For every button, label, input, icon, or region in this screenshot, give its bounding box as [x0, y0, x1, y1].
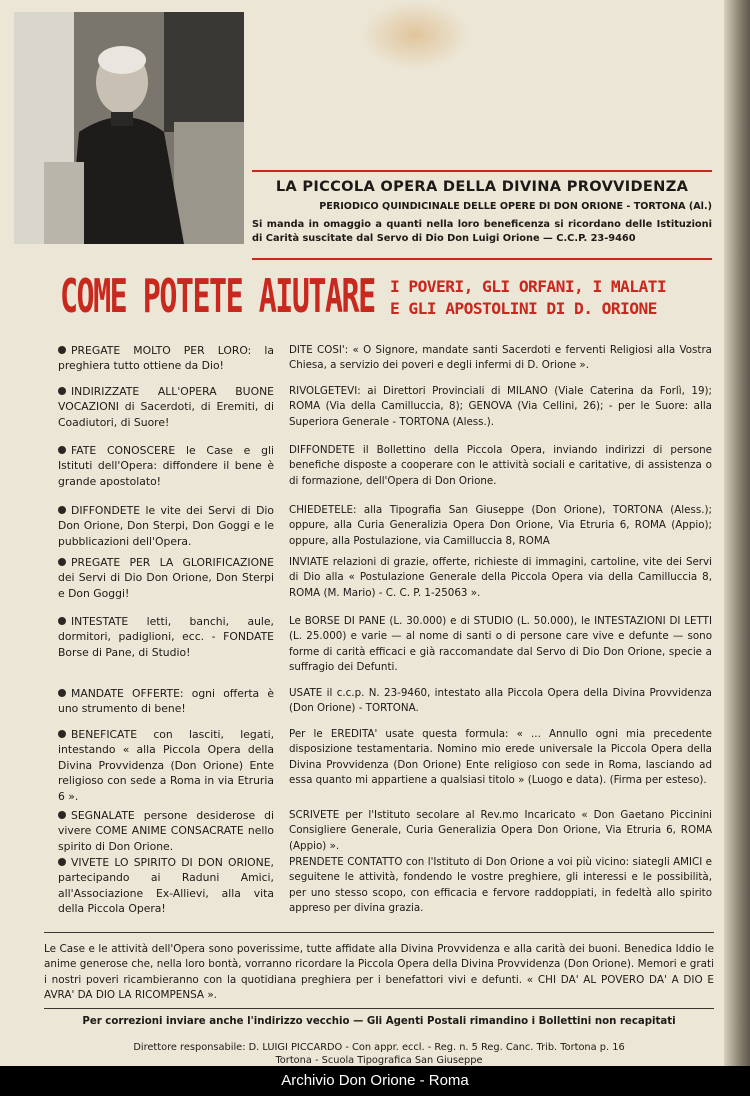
- bullet-icon: [58, 506, 66, 514]
- appeal-text: PREGATE MOLTO PER LORO: la preghiera tutto ottiene da Dio!: [58, 344, 274, 373]
- publication-title: LA PICCOLA OPERA DELLA DIVINA PROVVIDENZA: [275, 178, 689, 195]
- banner-how-to-help: COME POTETE AIUTARE: [60, 270, 375, 325]
- appeal-text: FATE CONOSCERE le Case e gli Istituti dell'Opera: diffondere il bene è grande apostolato!: [58, 444, 274, 488]
- bullet-icon: [58, 558, 66, 566]
- instruction-text: DIFFONDETE il Bollettino della Piccola Opera, inviando indirizzi di persone benefiche disposte a cooperare con le attività sociali e caritative, di assistenza o di formazione, dell'Opera di Don Orione.: [289, 444, 712, 487]
- instruction-text: INVIATE relazioni di grazie, offerte, richieste di immagini, cartoline, vite dei Servi di Dio alla « Postulazione Generale della Piccola Opera via della Camilluccia 8, ROMA (M. Mario) - C. C. P. 1-25063 ».: [289, 556, 712, 599]
- instruction-text: CHIEDETELE: alla Tipografia San Giuseppe (Don Orione), TORTONA (Aless.); oppure, alla Curia Generalizia Opera Don Orione, Via Etruria 6, ROMA (Appio); oppure, alla Postulazione, via Camilluccia 8, ROMA: [289, 504, 712, 547]
- bullet-icon: [58, 811, 66, 819]
- instruction-text: DITE COSI': « O Signore, mandate santi Sacerdoti e ferventi Religiosi alla Vostra Chiesa, a servizio dei poveri e degli infermi di D. Orione ».: [289, 344, 712, 372]
- bullet-icon: [58, 858, 66, 866]
- instruction-text: Per le EREDITA' usate questa formula: « ... Annullo ogni mia precedente disposizione testamentaria. Nomino mio erede universale la Piccola Opera della Divina Provvidenza (Don Orione) Ente religioso con sede in Roma, lasciando ad essa quanto mi appartiene a qualsiasi titolo » (Luogo e data). (Firma per esteso).: [289, 728, 712, 787]
- photo-don-orione: [14, 12, 244, 244]
- bullet-icon: [58, 617, 66, 625]
- imprint: [44, 1041, 714, 1067]
- appeal-text: INTESTATE letti, banchi, aule, dormitori, padiglioni, ecc. - FONDATE Borse di Pane, di Studio!: [58, 615, 274, 659]
- bullet-icon: [58, 387, 66, 395]
- banner-beneficiaries: [390, 276, 712, 320]
- divider: [44, 932, 714, 933]
- bullet-icon: [58, 730, 66, 738]
- instruction-text: USATE il c.c.p. N. 23-9460, intestato alla Piccola Opera della Divina Provvidenza (Don Orione) - TORTONA.: [289, 687, 712, 715]
- publication-subtitle: PERIODICO QUINDICINALE DELLE OPERE DI DON ORIONE - TORTONA (Al.): [319, 201, 712, 212]
- instruction-text: PRENDETE CONTATTO con l'Istituto di Don Orione a voi più vicino: siategli AMICI e seguitene le attività, fondendo le vostre preghiere, gli interessi e le possibilità, per uno stesso scopo, con efficacia e fervore raddoppiati, in fedeltà allo spirito appreso per divina grazia.: [289, 856, 712, 915]
- publication-header: [252, 170, 712, 246]
- divider: [44, 1008, 714, 1009]
- instruction-text: RIVOLGETEVI: ai Direttori Provinciali di MILANO (Viale Caterina da Forlì, 19); ROMA (Via della Camilluccia, 8); GENOVA (Via Cellini, 26); - per le Suore: alla Superiora Generale - TORTONA (Aless.).: [289, 385, 712, 428]
- imprint-line-2: Tortona - Scuola Tipografica San Giuseppe: [275, 1055, 483, 1066]
- banner-line-2: E GLI APOSTOLINI DI D. ORIONE: [390, 299, 657, 318]
- page-binding-edge: [724, 0, 750, 1066]
- appeal-text: BENEFICATE con lasciti, legati, intestando « alla Piccola Opera della Divina Provvidenza (Don Orione) Ente religioso con sede a Roma in via Etruria 6 ».: [58, 728, 274, 803]
- appeal-text: MANDATE OFFERTE: ogni offerta è uno strumento di bene!: [58, 687, 274, 716]
- red-divider: [252, 258, 712, 260]
- publication-description: Si manda in omaggio a quanti nella loro beneficenza si ricordano delle Istituzioni di Carità suscitate dal Servo di Dio Don Luigi Orione — C.C.P. 23-9460: [252, 219, 712, 244]
- appeal-text: PREGATE PER LA GLORIFICAZIONE dei Servi di Dio Don Orione, Don Sterpi e Don Goggi!: [58, 556, 274, 600]
- instruction-text: Le BORSE DI PANE (L. 30.000) e di STUDIO (L. 50.000), le INTESTAZIONI DI LETTI (L. 25.000) e varie — al nome di santi o di persone care vive e defunte — sono forme di carità efficaci e già raccomandate dal Servo di Dio Don Orione, specie a suffragio dei Defunti.: [289, 615, 712, 674]
- archive-caption: Archivio Don Orione - Roma: [0, 1066, 750, 1096]
- instruction-text: SCRIVETE per l'Istituto secolare al Rev.mo Incaricato « Don Gaetano Piccinini Consigliere Generale, Curia Generalizia Opera Don Orione, Via Etruria 6, ROMA (Appio) ».: [289, 809, 712, 852]
- appeal-text: VIVETE LO SPIRITO DI DON ORIONE, partecipando ai Raduni Amici, all'Associazione Ex-Allievi, alla vita della Piccola Opera!: [58, 856, 274, 916]
- paper-stain: [360, 0, 470, 70]
- closing-appeal: Le Case e le attività dell'Opera sono poverissime, tutte affidate alla Divina Provvidenza e alla carità dei buoni. Benedica Iddio le anime generose che, nella loro bontà, vorranno ricordare la Piccola Opera della Divina Provvidenza (Don Orione). Memori e grati i nostri poveri ricambieranno con la quotidiana preghiera per i benefattori vivi e defunti. « CHI DA' AL POVERO DA' A DIO E AVRA' DA DIO LA RICOMPENSA ».: [44, 943, 714, 1002]
- bullet-icon: [58, 346, 66, 354]
- imprint-line-1: Direttore responsabile: D. LUIGI PICCARDO - Con appr. eccl. - Reg. n. 5 Reg. Canc. Trib. Tortona p. 16: [133, 1042, 625, 1053]
- bullet-icon: [58, 446, 66, 454]
- appeal-text: INDIRIZZATE ALL'OPERA BUONE VOCAZIONI di Sacerdoti, di Eremiti, di Coadiutori, di Suore!: [58, 385, 274, 429]
- appeal-text: DIFFONDETE le vite dei Servi di Dio Don Orione, Don Sterpi, Don Goggi e le pubblicazioni dell'Opera.: [58, 504, 274, 548]
- appeal-text: SEGNALATE persone desiderose di vivere COME ANIME CONSACRATE nello spirito di Don Orione.: [58, 809, 274, 853]
- corrections-notice: Per correzioni inviare anche l'indirizzo vecchio — Gli Agenti Postali rimandino i Bollettini non recapitati: [82, 1016, 676, 1027]
- bullet-icon: [58, 689, 66, 697]
- banner-line-1: I POVERI, GLI ORFANI, I MALATI: [390, 277, 667, 296]
